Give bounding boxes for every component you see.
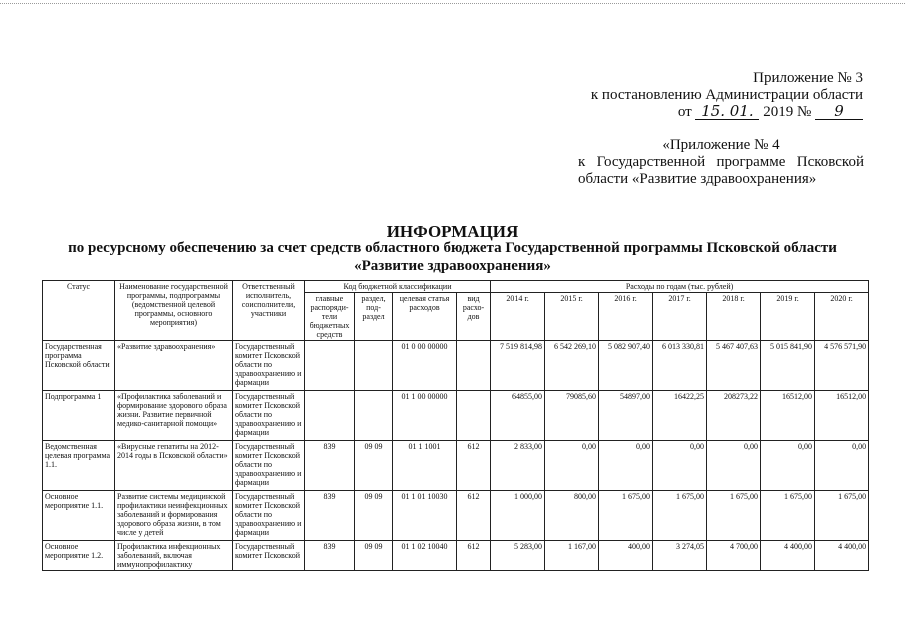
cell-vid: 612	[457, 491, 491, 541]
cell-vid	[457, 391, 491, 441]
header-year: 2018 г.	[707, 293, 761, 341]
appendix-4-line1: «Приложение № 4	[662, 137, 780, 153]
document-title: ИНФОРМАЦИЯ	[386, 222, 519, 241]
cell-value: 400,00	[599, 541, 653, 571]
cell-value: 1 675,00	[707, 491, 761, 541]
cell-target: 01 1 1001	[393, 441, 457, 491]
cell-value: 1 675,00	[653, 491, 707, 541]
table-row	[43, 441, 869, 491]
document-subtitle: по ресурсному обеспечению за счет средств областного бюджета Государственной программы Псковской области	[68, 240, 837, 256]
header-year: 2020 г.	[815, 293, 869, 341]
cell-value: 5 082 907,40	[599, 341, 653, 391]
cell-responsible: Государственный комитет Псковской	[233, 541, 305, 571]
cell-value: 4 400,00	[815, 541, 869, 571]
cell-value: 79085,60	[545, 391, 599, 441]
appendix-4-line2	[578, 154, 864, 171]
appendix-4-word: Государственной	[596, 154, 706, 170]
cell-name: «Развитие здравоохранения»	[115, 341, 233, 391]
appendix-4-word: Псковской	[796, 154, 864, 170]
cell-value: 64855,00	[491, 391, 545, 441]
cell-responsible: Государственный комитет Псковской области по здравоохранению и фармации	[233, 341, 305, 391]
header-year: 2016 г.	[599, 293, 653, 341]
cell-value: 7 519 814,98	[491, 341, 545, 391]
cell-vid: 612	[457, 541, 491, 571]
appendix-4-word: программе	[716, 154, 786, 170]
cell-value: 0,00	[761, 441, 815, 491]
cell-name: Профилактика инфекционных заболеваний, включая иммунопрофилактику	[115, 541, 233, 571]
header-budget-code: Код бюджетной классификации	[305, 281, 491, 293]
table-header-row	[43, 281, 869, 293]
header-grbs: главные распоряди-тели бюджетных средств	[305, 293, 355, 341]
cell-value: 800,00	[545, 491, 599, 541]
cell-status: Государственная программа Псковской области	[43, 341, 115, 391]
header-year: 2014 г.	[491, 293, 545, 341]
cell-name: «Профилактика заболеваний и формирование здорового образа жизни. Развитие первичной медико-санитарной помощи»	[115, 391, 233, 441]
cell-value: 1 675,00	[815, 491, 869, 541]
scan-edge	[0, 3, 905, 10]
cell-responsible: Государственный комитет Псковской области по здравоохранению и фармации	[233, 491, 305, 541]
header-name: Наименование государственной программы, подпрограммы (ведомственной целевой программы, основного мероприятия)	[115, 281, 233, 341]
appendix-3-line3	[591, 104, 863, 121]
appendix-3-line1: Приложение № 3	[753, 70, 863, 86]
cell-section	[355, 341, 393, 391]
cell-vid	[457, 341, 491, 391]
resource-table	[42, 280, 869, 571]
cell-name: «Вирусные гепатиты на 2012-2014 годы в Псковской области»	[115, 441, 233, 491]
cell-value: 4 700,00	[707, 541, 761, 571]
cell-value: 0,00	[707, 441, 761, 491]
cell-status: Подпрограмма 1	[43, 391, 115, 441]
cell-value: 54897,00	[599, 391, 653, 441]
cell-value: 6 542 269,10	[545, 341, 599, 391]
cell-value: 208273,22	[707, 391, 761, 441]
appendix-3-block	[591, 70, 863, 121]
cell-value: 1 000,00	[491, 491, 545, 541]
cell-value: 6 013 330,81	[653, 341, 707, 391]
cell-grbs: 839	[305, 441, 355, 491]
cell-value: 1 675,00	[761, 491, 815, 541]
cell-value: 16512,00	[761, 391, 815, 441]
cell-value: 4 400,00	[761, 541, 815, 571]
header-expenses: Расходы по годам (тыс. рублей)	[491, 281, 869, 293]
cell-value: 0,00	[815, 441, 869, 491]
cell-value: 16512,00	[815, 391, 869, 441]
appendix-3-line2: к постановлению Администрации области	[590, 87, 863, 103]
cell-value: 5 015 841,90	[761, 341, 815, 391]
handwritten-number: 9	[815, 104, 863, 120]
cell-responsible: Государственный комитет Псковской области по здравоохранению и фармации	[233, 441, 305, 491]
table-row	[43, 491, 869, 541]
header-year: 2015 г.	[545, 293, 599, 341]
date-prefix: от	[677, 104, 692, 120]
cell-status: Ведомственная целевая программа 1.1.	[43, 441, 115, 491]
cell-status: Основное мероприятие 1.2.	[43, 541, 115, 571]
header-year: 2019 г.	[761, 293, 815, 341]
appendix-4-word: к	[578, 154, 586, 170]
cell-vid: 612	[457, 441, 491, 491]
cell-target: 01 1 02 10040	[393, 541, 457, 571]
cell-grbs	[305, 341, 355, 391]
cell-name: Развитие системы медицинской профилактики неинфекционных заболеваний и формирования здорового образа жизни, в том числе у детей	[115, 491, 233, 541]
cell-grbs: 839	[305, 541, 355, 571]
header-section: раздел, под-раздел	[355, 293, 393, 341]
handwritten-date: 15. 01.	[695, 104, 759, 120]
cell-value: 0,00	[545, 441, 599, 491]
cell-target: 01 1 01 10030	[393, 491, 457, 541]
cell-value: 0,00	[653, 441, 707, 491]
cell-value: 16422,25	[653, 391, 707, 441]
cell-value: 5 467 407,63	[707, 341, 761, 391]
header-year: 2017 г.	[653, 293, 707, 341]
cell-value: 2 833,00	[491, 441, 545, 491]
cell-grbs: 839	[305, 491, 355, 541]
cell-section: 09 09	[355, 441, 393, 491]
header-responsible: Ответственный исполнитель, соисполнители, участники	[233, 281, 305, 341]
cell-value: 3 274,05	[653, 541, 707, 571]
cell-section	[355, 391, 393, 441]
cell-value: 1 167,00	[545, 541, 599, 571]
cell-section: 09 09	[355, 491, 393, 541]
cell-section: 09 09	[355, 541, 393, 571]
table-row	[43, 541, 869, 571]
year-label: 2019 №	[763, 104, 812, 120]
appendix-4-block	[578, 137, 864, 188]
cell-target: 01 0 00 00000	[393, 341, 457, 391]
document-subtitle-program: «Развитие здравоохранения»	[354, 258, 551, 274]
cell-target: 01 1 00 00000	[393, 391, 457, 441]
cell-grbs	[305, 391, 355, 441]
table-row	[43, 341, 869, 391]
cell-responsible: Государственный комитет Псковской области по здравоохранению и фармации	[233, 391, 305, 441]
header-target: целевая статья расходов	[393, 293, 457, 341]
cell-value: 4 576 571,90	[815, 341, 869, 391]
appendix-4-line3: области «Развитие здравоохранения»	[578, 171, 817, 187]
cell-value: 0,00	[599, 441, 653, 491]
header-vid: вид расхо-дов	[457, 293, 491, 341]
header-status: Статус	[43, 281, 115, 341]
cell-value: 1 675,00	[599, 491, 653, 541]
cell-status: Основное мероприятие 1.1.	[43, 491, 115, 541]
cell-value: 5 283,00	[491, 541, 545, 571]
table-row	[43, 391, 869, 441]
